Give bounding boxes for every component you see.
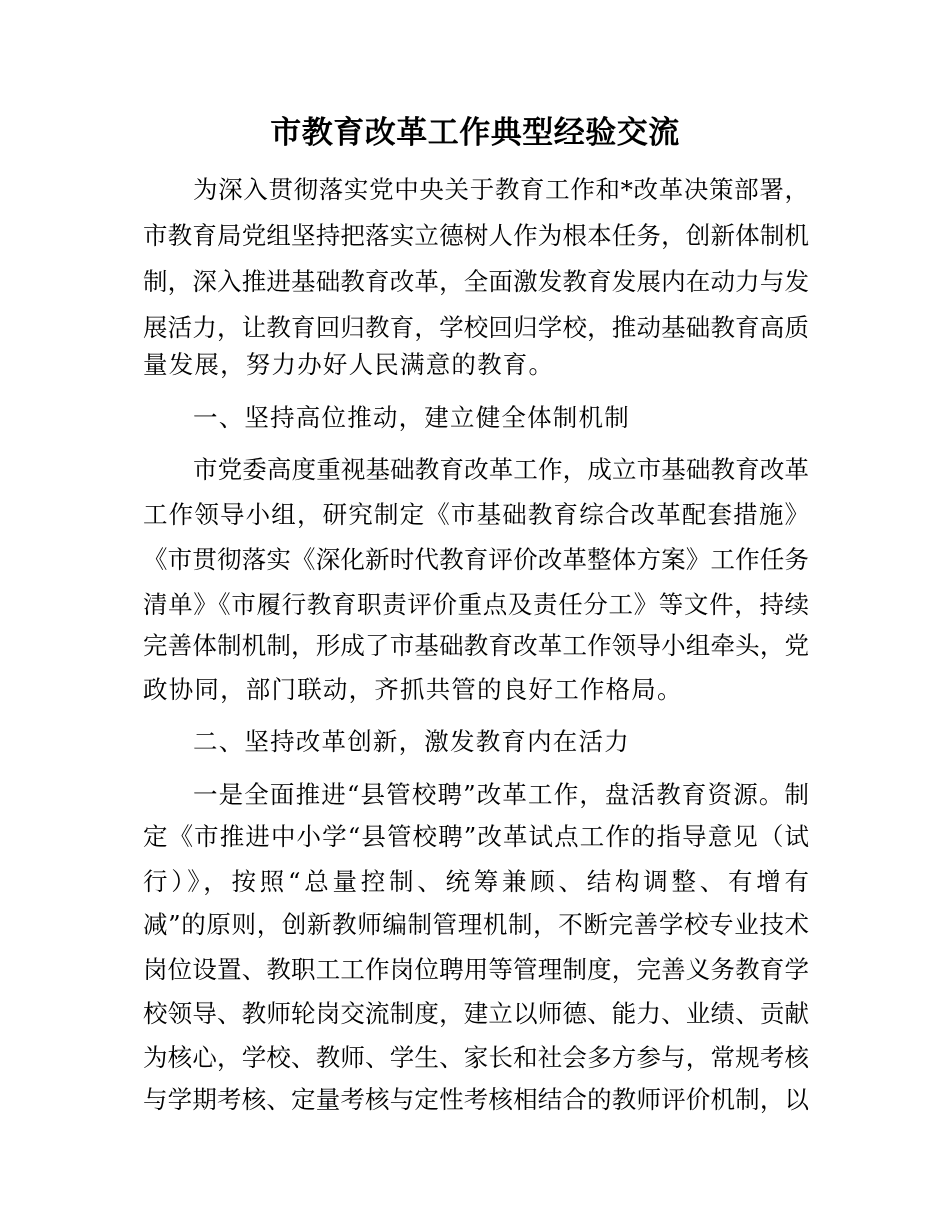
paragraph-line: 完善体制机制，形成了市基础教育改革工作领导小组牵头，党 (143, 631, 809, 660)
document-title: 市教育改革工作典型经验交流 (270, 115, 680, 151)
paragraph-line: 清单》《市履行教育职责评价重点及责任分工》等文件，持续 (143, 590, 809, 619)
paragraph-line: 市教育局党组坚持把落实立德树人作为根本任务，创新体制机 (143, 221, 809, 250)
paragraph-line: 《市贯彻落实《深化新时代教育评价改革整体方案》工作任务 (143, 545, 809, 574)
paragraph-line: 行）》，按照“总量控制、统筹兼顾、结构调整、有增有 (143, 867, 809, 896)
paragraph-line: 与学期考核、定量考核与定性考核相结合的教师评价机制，以 (143, 1085, 809, 1114)
paragraph-line: 岗位设置、教职工工作岗位聘用等管理制度，完善义务教育学 (143, 955, 809, 984)
paragraph-line: 为深入贯彻落实党中央关于教育工作和*改革决策部署， (193, 175, 809, 204)
paragraph-line: 市党委高度重视基础教育改革工作，成立市基础教育改革 (193, 455, 809, 484)
paragraph-line: 工作领导小组，研究制定《市基础教育综合改革配套措施》 (143, 500, 809, 529)
paragraph-line: 制，深入推进基础教育改革，全面激发教育发展内在动力与发 (143, 267, 809, 296)
paragraph-line: 一是全面推进“县管校聘”改革工作，盘活教育资源。制 (193, 780, 809, 809)
paragraph-line: 为核心，学校、教师、学生、家长和社会多方参与，常规考核 (143, 1043, 809, 1072)
paragraph-line: 量发展，努力办好人民满意的教育。 (143, 350, 555, 379)
section-heading: 二、坚持改革创新，激发教育内在活力 (193, 727, 630, 756)
paragraph-line: 校领导、教师轮岗交流制度，建立以师德、能力、业绩、贡献 (143, 999, 809, 1028)
paragraph-line: 减”的原则，创新教师编制管理机制，不断完善学校专业技术 (143, 910, 809, 939)
paragraph-line: 展活力，让教育回归教育，学校回归学校，推动基础教育高质 (143, 313, 809, 342)
section-heading: 一、坚持高位推动，建立健全体制机制 (193, 403, 630, 432)
paragraph-line: 政协同，部门联动，齐抓共管的良好工作格局。 (143, 675, 683, 704)
paragraph-line: 定《市推进中小学“县管校聘”改革试点工作的指导意见（试 (143, 822, 809, 851)
